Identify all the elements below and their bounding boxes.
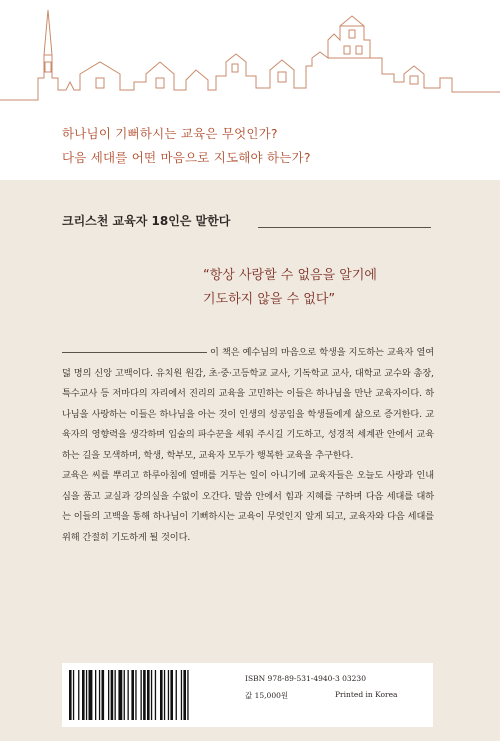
pull-quote-line: 기도하지 않을 수 없다”: [203, 292, 336, 307]
cover-questions: [62, 122, 311, 170]
section-title: 크리스천 교육자 18인은 말한다: [62, 214, 231, 228]
price-label: 값 15,000원: [245, 691, 289, 700]
cover-top-panel: [0, 0, 500, 180]
pull-quote-line: “항상 사랑할 수 없음을 알기에: [203, 268, 377, 283]
isbn-number: ISBN 978-89-531-4940-3 03230: [245, 674, 366, 683]
barcode-image: [69, 670, 229, 720]
town-skyline-illustration: [0, 0, 500, 110]
question-line: 다음 세대를 어떤 마음으로 지도해야 하는가?: [62, 150, 311, 165]
title-rule-divider: [258, 227, 431, 228]
description-paragraph: 교육은 씨를 뿌리고 하루아침에 열매를 거두는 일이 아니기에 교육자들은 오늘도 사랑과 인내심을 품고 교실과 강의실을 수없이 오간다. 말씀 안에서 힘과 지혜를 구하며 다음 세대를 대하는 이들의 고백을 통해 하나님이 기뻐하시는 교육이 무엇인지 알게 되고, 교육자와 다음 세대를 위해 간절히 기도하게 될 것이다.: [62, 470, 434, 543]
pull-quote: [203, 264, 377, 312]
book-description: [62, 343, 434, 548]
description-paragraph: 이 책은 예수님의 마음으로 학생을 지도하는 교육자 열여덟 명의 신앙 고백이다. 유치원 원감, 초·중·고등학교 교사, 기독학교 교사, 대학교 교수와 총장, 특수교사 등 저마다의 자리에서 진리의 교육을 고민하는 이들은 하나님을 만난 교육자이다. 하나님을 사랑하는 이들은 하나님을 아는 것이 인생의 성공임을 학생들에게 삶으로 증거한다. 교육자의 영향력을 생각하며 입술의 파수꾼을 세워 주시길 기도하고, 성경적 세계관 안에서 교육하는 길을 모색하며, 학생, 학부모, 교육자 모두가 행복한 교육을 추구한다.: [62, 347, 434, 461]
printed-in-label: Printed in Korea: [335, 690, 398, 699]
barcode-panel: [62, 663, 433, 727]
question-line: 하나님이 기뻐하시는 교육은 무엇인가?: [62, 126, 278, 141]
